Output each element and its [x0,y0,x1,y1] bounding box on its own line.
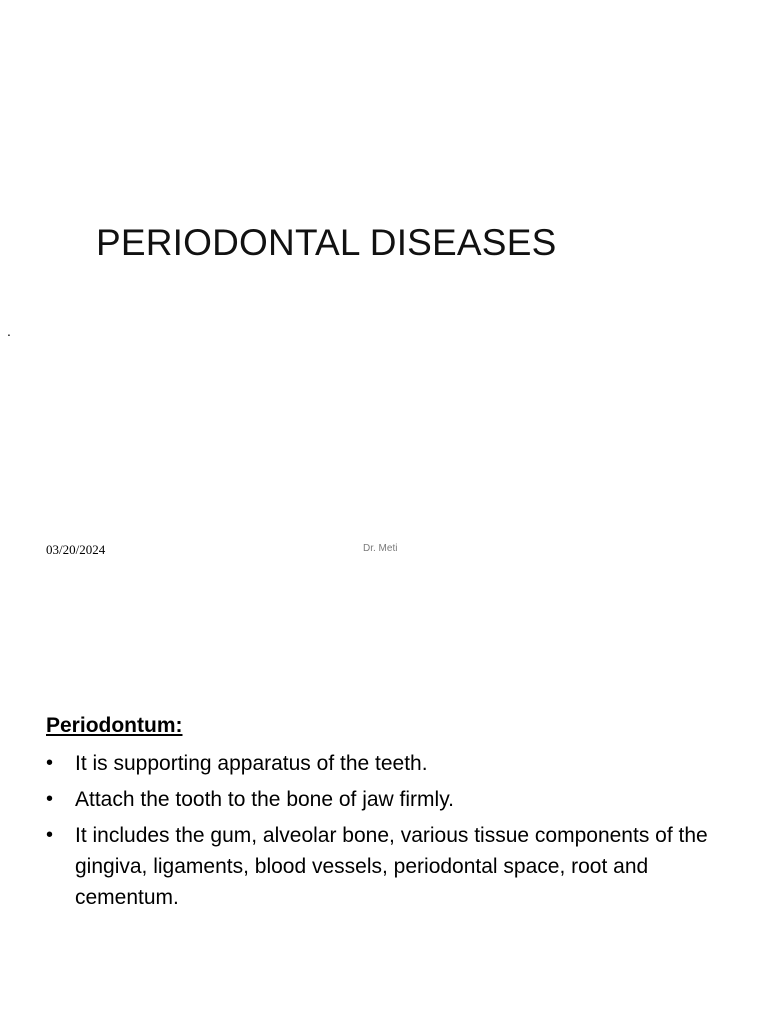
section-heading: Periodontum: [46,714,183,737]
bullet-list [46,748,736,918]
bullet-text: It includes the gum, alveolar bone, various tissue components of the gingiva, ligaments, blood vessels, periodontal space, root and cementum. [75,824,708,909]
stray-mark: . [7,323,11,339]
bullet-dot-icon: • [46,788,54,810]
bullet-dot-icon: • [46,752,54,774]
slide-title: PERIODONTAL DISEASES [96,222,557,263]
footer-date: 03/20/2024 [46,542,106,557]
bullet-item [46,748,736,779]
bullet-item [46,820,736,913]
bullet-dot-icon: • [46,824,54,846]
content-slide [0,576,768,1024]
bullet-item [46,784,736,815]
footer-author: Dr. Meti [363,543,398,554]
bullet-text: It is supporting apparatus of the teeth. [75,752,428,775]
bullet-text: Attach the tooth to the bone of jaw firmly. [75,788,454,811]
